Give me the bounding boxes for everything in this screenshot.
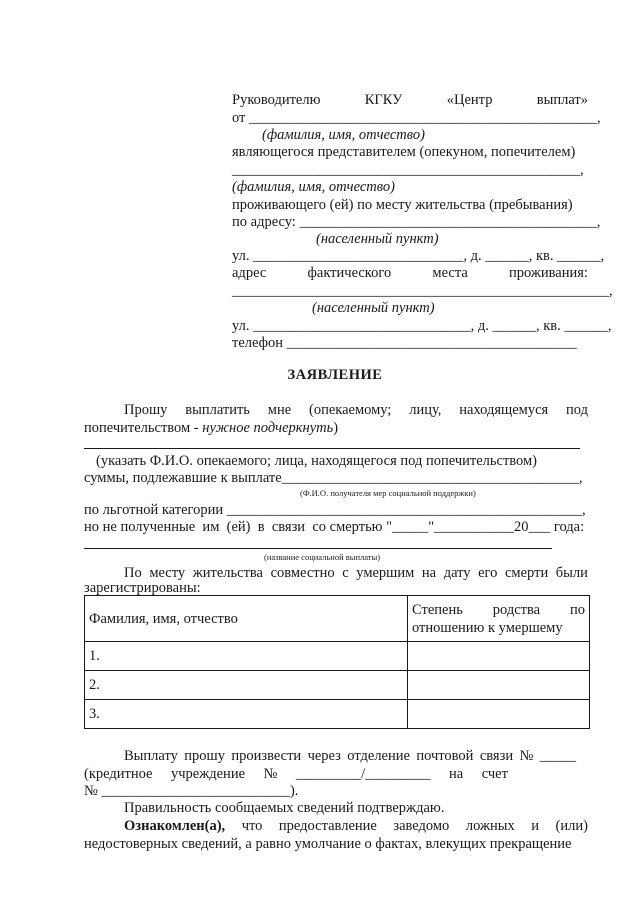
locality-caption-2: (населенный пункт) — [312, 300, 435, 316]
actual-address-line: адрес фактического места проживания: — [232, 265, 588, 281]
table-row — [85, 700, 590, 729]
category-line: по льготной категории _________________________________________________, — [84, 502, 586, 518]
payment-caption: (название социальной выплаты) — [264, 552, 381, 562]
header-line-1: Руководителю КГКУ «Центр выплат» — [232, 92, 588, 108]
blank-line-rule — [84, 448, 580, 449]
account-line: № __________________________). — [84, 783, 299, 799]
table-row — [85, 642, 590, 671]
representative-blank: ________________________________________________, — [232, 162, 584, 178]
page-title: ЗАЯВЛЕНИЕ — [287, 367, 383, 383]
representative-line: являющегося представителем (опекуном, попечителем) — [232, 144, 576, 160]
last-line: недостоверных сведений, а равно умолчание о фактах, влекущих прекращение — [84, 836, 572, 852]
from-line: от ________________________________________________, — [232, 110, 601, 126]
cohabit-line-2: зарегистрированы: — [84, 580, 201, 596]
column-header-name: Фамилия, имя, отчество — [85, 596, 408, 642]
table-row — [85, 671, 590, 700]
table-header-row — [85, 596, 590, 642]
street-line: ул. _____________________________, д. ______, кв. ______, — [232, 248, 605, 264]
specify-caption: (указать Ф.И.О. опекаемого; лица, находящегося под попечительством) — [96, 453, 538, 469]
actual-address-blank: ____________________________________________________, — [232, 283, 613, 299]
request-line-1: Прошу выплатить мне (опекаемому; лицу, находящемуся под — [124, 402, 588, 418]
confirm-line: Правильность сообщаемых сведений подтверждаю. — [124, 800, 445, 816]
recipient-caption: (Ф.И.О. получателя мер социальной поддержки) — [300, 488, 476, 498]
cohabit-line-1: По месту жительства совместно с умершим на дату его смерти были — [124, 565, 588, 581]
table-cell-number[interactable]: 1. — [85, 642, 408, 671]
table-cell-relation[interactable] — [408, 671, 590, 700]
address-line: по адресу: _________________________________________, — [232, 214, 601, 230]
residing-line: проживающего (ей) по месту жительства (пребывания) — [232, 197, 573, 213]
fio-caption-2: (фамилия, имя, отчество) — [232, 179, 395, 195]
locality-caption: (населенный пункт) — [316, 231, 439, 247]
sums-line: суммы, подлежавшие к выплате_________________________________________, — [84, 470, 583, 486]
request-line-2: попечительством - нужное подчеркнуть) — [84, 420, 339, 436]
fio-caption: (фамилия, имя, отчество) — [262, 127, 425, 143]
table-cell-relation[interactable] — [408, 642, 590, 671]
table-cell-number[interactable]: 3. — [85, 700, 408, 729]
column-header-relation: Степень родства по отношению к умершему — [408, 596, 590, 642]
table-cell-relation[interactable] — [408, 700, 590, 729]
credit-institution-line: (кредитное учреждение № _________/_________ на счет — [84, 766, 508, 782]
informed-line: Ознакомлен(а), что предоставление заведомо ложных и (или) — [124, 818, 588, 834]
table-cell-number[interactable]: 2. — [85, 671, 408, 700]
not-received-line: но не полученные им (ей) в связи со смертью "_____"___________20___ года: — [84, 519, 585, 535]
street-line-2: ул. ______________________________, д. ______, кв. ______, — [232, 318, 612, 334]
registered-persons-table — [84, 595, 590, 729]
payout-line: Выплату прошу произвести через отделение почтовой связи № _____ — [124, 748, 576, 764]
phone-line: телефон ________________________________________ — [232, 335, 577, 351]
